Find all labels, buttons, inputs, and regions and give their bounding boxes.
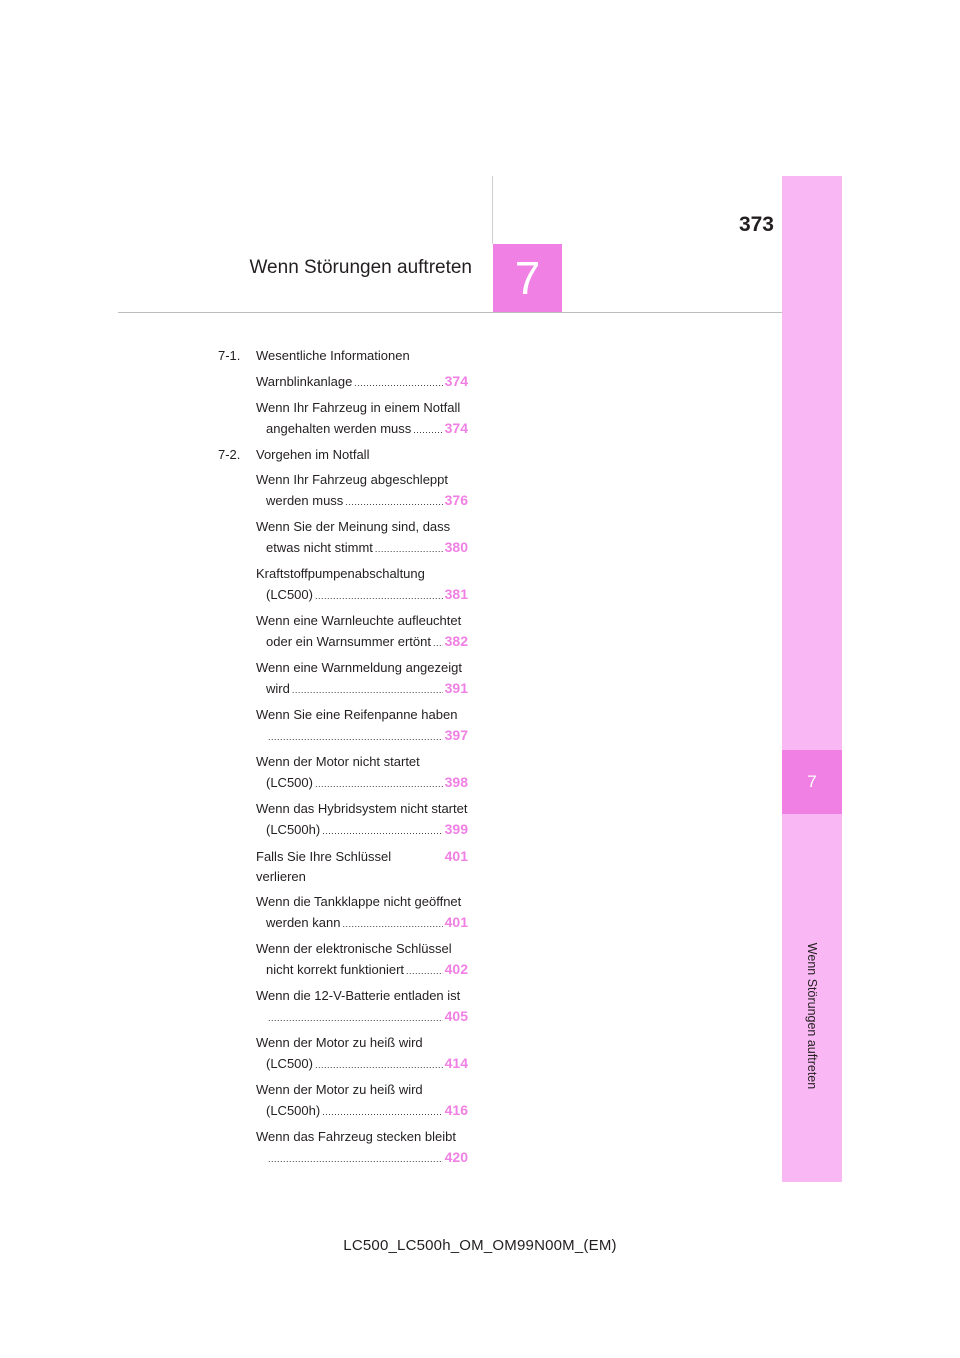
toc-entry-text: etwas nicht stimmt xyxy=(266,540,373,555)
toc-entry-text: werden kann xyxy=(266,915,341,930)
toc-page-link[interactable]: 381 xyxy=(444,586,468,602)
toc-page-link[interactable]: 401 xyxy=(444,848,468,864)
toc-entry-text: wird xyxy=(266,681,290,696)
toc-entry[interactable] xyxy=(256,1127,468,1169)
dot-leader xyxy=(268,727,443,747)
toc-entry[interactable] xyxy=(256,470,468,512)
toc-page-link[interactable]: 405 xyxy=(444,1008,468,1024)
toc-entry-text: Wenn eine Warnleuchte aufleuchtet xyxy=(256,613,462,628)
toc-entry[interactable] xyxy=(256,1080,468,1122)
toc-entry-text: (LC500) xyxy=(266,587,313,602)
dot-leader xyxy=(433,633,443,653)
toc-page-link[interactable]: 399 xyxy=(444,821,468,837)
toc-entry-text: Kraftstoffpumpenabschaltung xyxy=(256,566,425,581)
toc-page-link[interactable]: 398 xyxy=(444,774,468,790)
toc-entry-text: Wenn das Hybridsystem nicht startet xyxy=(256,801,468,816)
toc-page-link[interactable]: 374 xyxy=(444,373,468,389)
toc-entry-text: Wenn das Fahrzeug stecken bleibt xyxy=(256,1129,456,1144)
toc-entry-text: werden muss xyxy=(266,493,344,508)
dot-leader xyxy=(322,1102,442,1122)
section-heading xyxy=(218,346,468,366)
toc-entry-text: Wenn die Tankklappe nicht geöffnet xyxy=(256,894,462,909)
section-number: 7-2. xyxy=(218,447,241,462)
toc-entry-text: Wenn Ihr Fahrzeug abgeschleppt xyxy=(256,472,448,487)
toc-entry-text: (LC500h) xyxy=(266,1103,321,1118)
toc-page-link[interactable]: 414 xyxy=(444,1055,468,1071)
dot-leader xyxy=(268,1149,443,1169)
toc-entry[interactable] xyxy=(256,611,468,653)
dot-leader xyxy=(268,1008,443,1028)
section-heading xyxy=(218,445,468,465)
toc-entry-text: Wenn der Motor zu heiß wird xyxy=(256,1035,423,1050)
dot-leader xyxy=(375,539,443,559)
dot-leader xyxy=(315,774,443,794)
toc-page-link[interactable]: 382 xyxy=(444,633,468,649)
side-tab-number: 7 xyxy=(782,750,842,814)
toc-entry[interactable] xyxy=(256,564,468,606)
dot-leader xyxy=(315,586,443,606)
toc-entry-text: angehalten werden muss xyxy=(266,421,412,436)
toc-entry-text: Wenn Sie der Meinung sind, dass xyxy=(256,519,451,534)
dot-leader xyxy=(315,1055,443,1075)
dot-leader xyxy=(345,492,442,512)
dot-leader xyxy=(322,821,442,841)
toc-entry-text: Warnblinkanlage xyxy=(256,374,353,389)
toc-entry-text: Wenn Sie eine Reifenpanne haben xyxy=(256,707,458,722)
dot-leader xyxy=(413,420,442,440)
document-code: LC500_LC500h_OM_OM99N00M_(EM) xyxy=(343,1237,617,1254)
chapter-number-box: 7 xyxy=(493,244,562,312)
header-rule xyxy=(118,312,782,313)
toc-entry-text: Wenn Ihr Fahrzeug in einem Notfall xyxy=(256,400,461,415)
toc-entry-text: (LC500) xyxy=(266,1056,313,1071)
table-of-contents xyxy=(218,346,468,1174)
toc-page-link[interactable]: 376 xyxy=(444,492,468,508)
toc-entry-text: (LC500h) xyxy=(266,822,321,837)
dot-leader xyxy=(292,680,443,700)
toc-entry[interactable] xyxy=(256,705,468,747)
toc-entry-text: Wenn der Motor nicht startet xyxy=(256,754,420,769)
page-number: 373 xyxy=(738,213,774,236)
dot-leader xyxy=(406,961,443,981)
toc-entry-text: oder ein Warnsummer ertönt xyxy=(266,634,431,649)
toc-entry[interactable] xyxy=(256,846,468,887)
toc-entry[interactable] xyxy=(256,1033,468,1075)
chapter-side-tab xyxy=(782,176,842,1182)
section-title: Wesentliche Informationen xyxy=(256,348,410,363)
toc-entry-text: (LC500) xyxy=(266,775,313,790)
toc-entry-text: nicht korrekt funktioniert xyxy=(266,962,405,977)
header-divider-vertical xyxy=(492,176,493,244)
toc-page-link[interactable]: 391 xyxy=(444,680,468,696)
toc-entry[interactable] xyxy=(256,398,468,440)
toc-entry-text: Falls Sie Ihre Schlüssel verlieren xyxy=(256,849,392,884)
toc-page-link[interactable]: 380 xyxy=(444,539,468,555)
toc-page-link[interactable]: 397 xyxy=(444,727,468,743)
toc-entry[interactable] xyxy=(256,658,468,700)
toc-entry[interactable] xyxy=(256,986,468,1028)
section-number: 7-1. xyxy=(218,348,241,363)
section-title: Vorgehen im Notfall xyxy=(256,447,370,462)
toc-entry-text: Wenn der elektronische Schlüssel xyxy=(256,941,452,956)
toc-entry[interactable] xyxy=(256,752,468,794)
chapter-title: Wenn Störungen auftreten xyxy=(249,257,472,278)
toc-page-link[interactable]: 374 xyxy=(444,420,468,436)
dot-leader xyxy=(342,914,442,934)
dot-leader xyxy=(354,373,442,393)
toc-entry-text: Wenn die 12-V-Batterie entladen ist xyxy=(256,988,461,1003)
toc-page-link[interactable]: 416 xyxy=(444,1102,468,1118)
toc-entry[interactable] xyxy=(256,892,468,934)
toc-entry[interactable] xyxy=(256,799,468,841)
side-tab-label: Wenn Störungen auftreten xyxy=(805,942,819,1090)
toc-entry-text: Wenn eine Warnmeldung angezeigt xyxy=(256,660,462,675)
toc-entry[interactable] xyxy=(256,371,468,393)
toc-page-link[interactable]: 420 xyxy=(444,1149,468,1165)
toc-entry-text: Wenn der Motor zu heiß wird xyxy=(256,1082,423,1097)
toc-page-link[interactable]: 401 xyxy=(444,914,468,930)
toc-page-link[interactable]: 402 xyxy=(444,961,468,977)
toc-entry[interactable] xyxy=(256,939,468,981)
toc-entry[interactable] xyxy=(256,517,468,559)
